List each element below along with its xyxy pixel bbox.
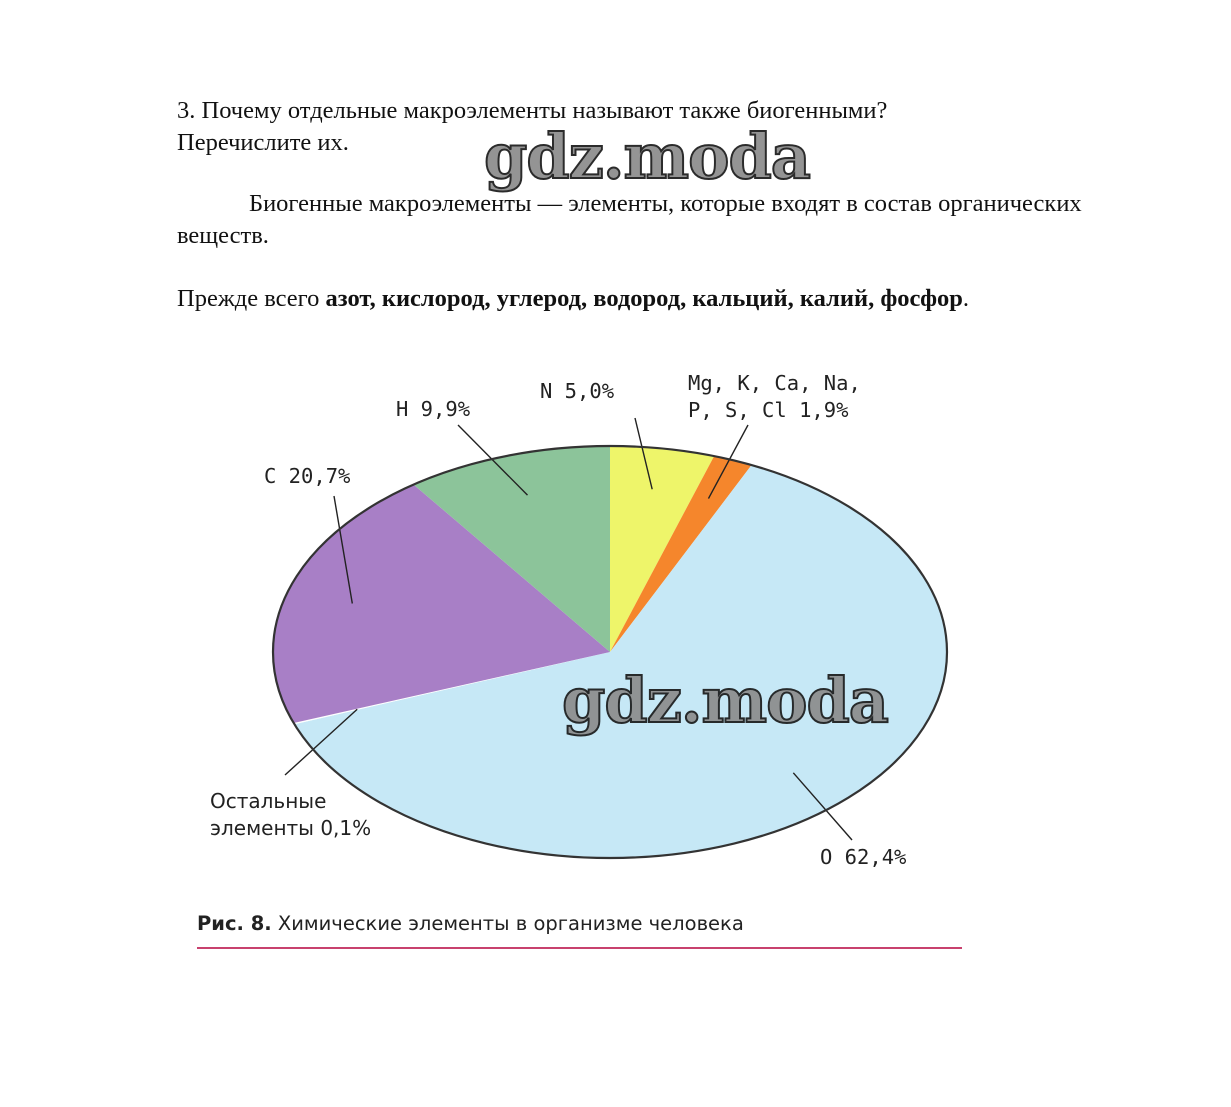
question-line-2: Перечислите их. xyxy=(177,129,349,156)
slice-label-5-0: H 9,9% xyxy=(396,397,471,421)
question-line-1: 3. Почему отдельные макроэлементы называют также биогенными? xyxy=(177,97,888,124)
caption-text: Химические элементы в организме человека xyxy=(271,912,744,935)
figure-caption xyxy=(197,912,962,949)
list-elements: азот, кислород, углерод, водород, кальций, калий, фосфор xyxy=(325,285,963,312)
watermark-middle: gdz.moda xyxy=(562,664,888,737)
slice-label-1-0: Mg, K, Ca, Na, xyxy=(688,371,861,395)
watermark-top: gdz.moda xyxy=(484,120,810,193)
slice-label-1-1: P, S, Cl 1,9% xyxy=(688,398,849,422)
list-prefix: Прежде всего xyxy=(177,285,326,312)
caption-prefix: Рис. 8. xyxy=(197,912,272,935)
slice-label-3-0: Остальные xyxy=(210,789,327,813)
slice-label-4-0: C 20,7% xyxy=(264,464,351,488)
list-suffix: . xyxy=(962,285,970,312)
answer-paragraph: Биогенные макроэлементы — элементы, которые входят в состав органических веществ. xyxy=(177,190,1082,249)
slice-label-3-1: элементы 0,1% xyxy=(210,816,372,840)
slice-label-0-0: N 5,0% xyxy=(540,379,615,403)
slice-label-2-0: O 62,4% xyxy=(820,845,907,869)
